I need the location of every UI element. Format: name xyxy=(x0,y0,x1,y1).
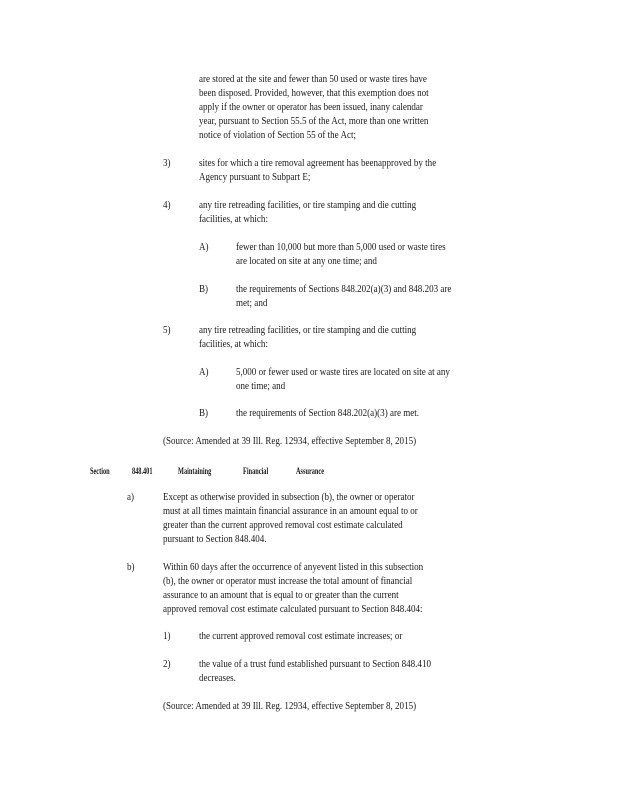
text-line: the requirements of Section 848.202(a)(3) are met. xyxy=(236,408,420,419)
text-line: the value of a trust fund established pursuant to Section 848.410 xyxy=(199,659,431,670)
text-line: must at all times maintain financial assurance in an amount equal to or xyxy=(163,506,418,517)
text-line: decreases. xyxy=(199,673,236,684)
text-line: one time; and xyxy=(236,381,286,392)
item-label: 5) xyxy=(163,325,171,336)
text-line: the requirements of Sections 848.202(a)(3) and 848.203 are xyxy=(236,284,452,295)
item-label: b) xyxy=(127,562,135,573)
text-line: are stored at the site and fewer than 50 used or waste tires have xyxy=(199,74,427,85)
text-line: (b), the owner or operator must increase the total amount of financial xyxy=(163,576,413,587)
text-line: facilities, at which: xyxy=(199,339,268,350)
item-label: A) xyxy=(199,367,209,378)
text-line: notice of violation of Section 55 of the Act; xyxy=(199,130,356,141)
item-label: 3) xyxy=(163,158,171,169)
item-label: 4) xyxy=(163,200,171,211)
text-line: approved removal cost estimate calculated pursuant to Section 848.404: xyxy=(163,604,423,615)
item-label: 1) xyxy=(163,631,171,642)
section-title-part: Financial xyxy=(243,466,269,476)
section-title-part: Maintaining xyxy=(178,466,212,476)
text-line: Within 60 days after the occurrence of anyevent listed in this subsection xyxy=(163,562,424,573)
text-line: facilities, at which: xyxy=(199,214,268,225)
text-line: been disposed. Provided, however, that this exemption does not xyxy=(199,88,429,99)
item-label: 2) xyxy=(163,659,171,670)
section-word: Section xyxy=(90,466,110,476)
text-line: any tire retreading facilities, or tire stamping and die cutting xyxy=(199,325,417,336)
item-label: A) xyxy=(199,242,209,253)
text-line: met; and xyxy=(236,298,268,309)
text-line: assurance to an amount that is equal to or greater than the current xyxy=(163,590,399,601)
source-note: (Source: Amended at 39 Ill. Reg. 12934, effective September 8, 2015) xyxy=(163,436,417,447)
text-line: Except as otherwise provided in subsection (b), the owner or operator xyxy=(163,492,415,503)
item-label: B) xyxy=(199,408,209,419)
text-line: year, pursuant to Section 55.5 of the Act, more than one written xyxy=(199,116,429,127)
text-line: Agency pursuant to Subpart E; xyxy=(199,172,311,183)
text-line: apply if the owner or operator has been issued, inany calendar xyxy=(199,102,423,113)
text-line: pursuant to Section 848.404. xyxy=(163,534,267,545)
item-label: a) xyxy=(127,492,135,503)
text-line: the current approved removal cost estimate increases; or xyxy=(199,631,403,642)
text-line: sites for which a tire removal agreement has beenapproved by the xyxy=(199,158,437,169)
text-line: 5,000 or fewer used or waste tires are located on site at any xyxy=(236,367,450,378)
text-line: greater than the current approved removal cost estimate calculated xyxy=(163,520,403,531)
text-line: fewer than 10,000 but more than 5,000 used or waste tires xyxy=(236,242,446,253)
section-number: 848.401 xyxy=(132,466,153,476)
text-line: are located on site at any one time; and xyxy=(236,256,377,267)
text-line: any tire retreading facilities, or tire stamping and die cutting xyxy=(199,200,417,211)
item-label: B) xyxy=(199,284,209,295)
section-title-part: Assurance xyxy=(296,466,324,476)
source-note: (Source: Amended at 39 Ill. Reg. 12934, effective September 8, 2015) xyxy=(163,701,417,712)
